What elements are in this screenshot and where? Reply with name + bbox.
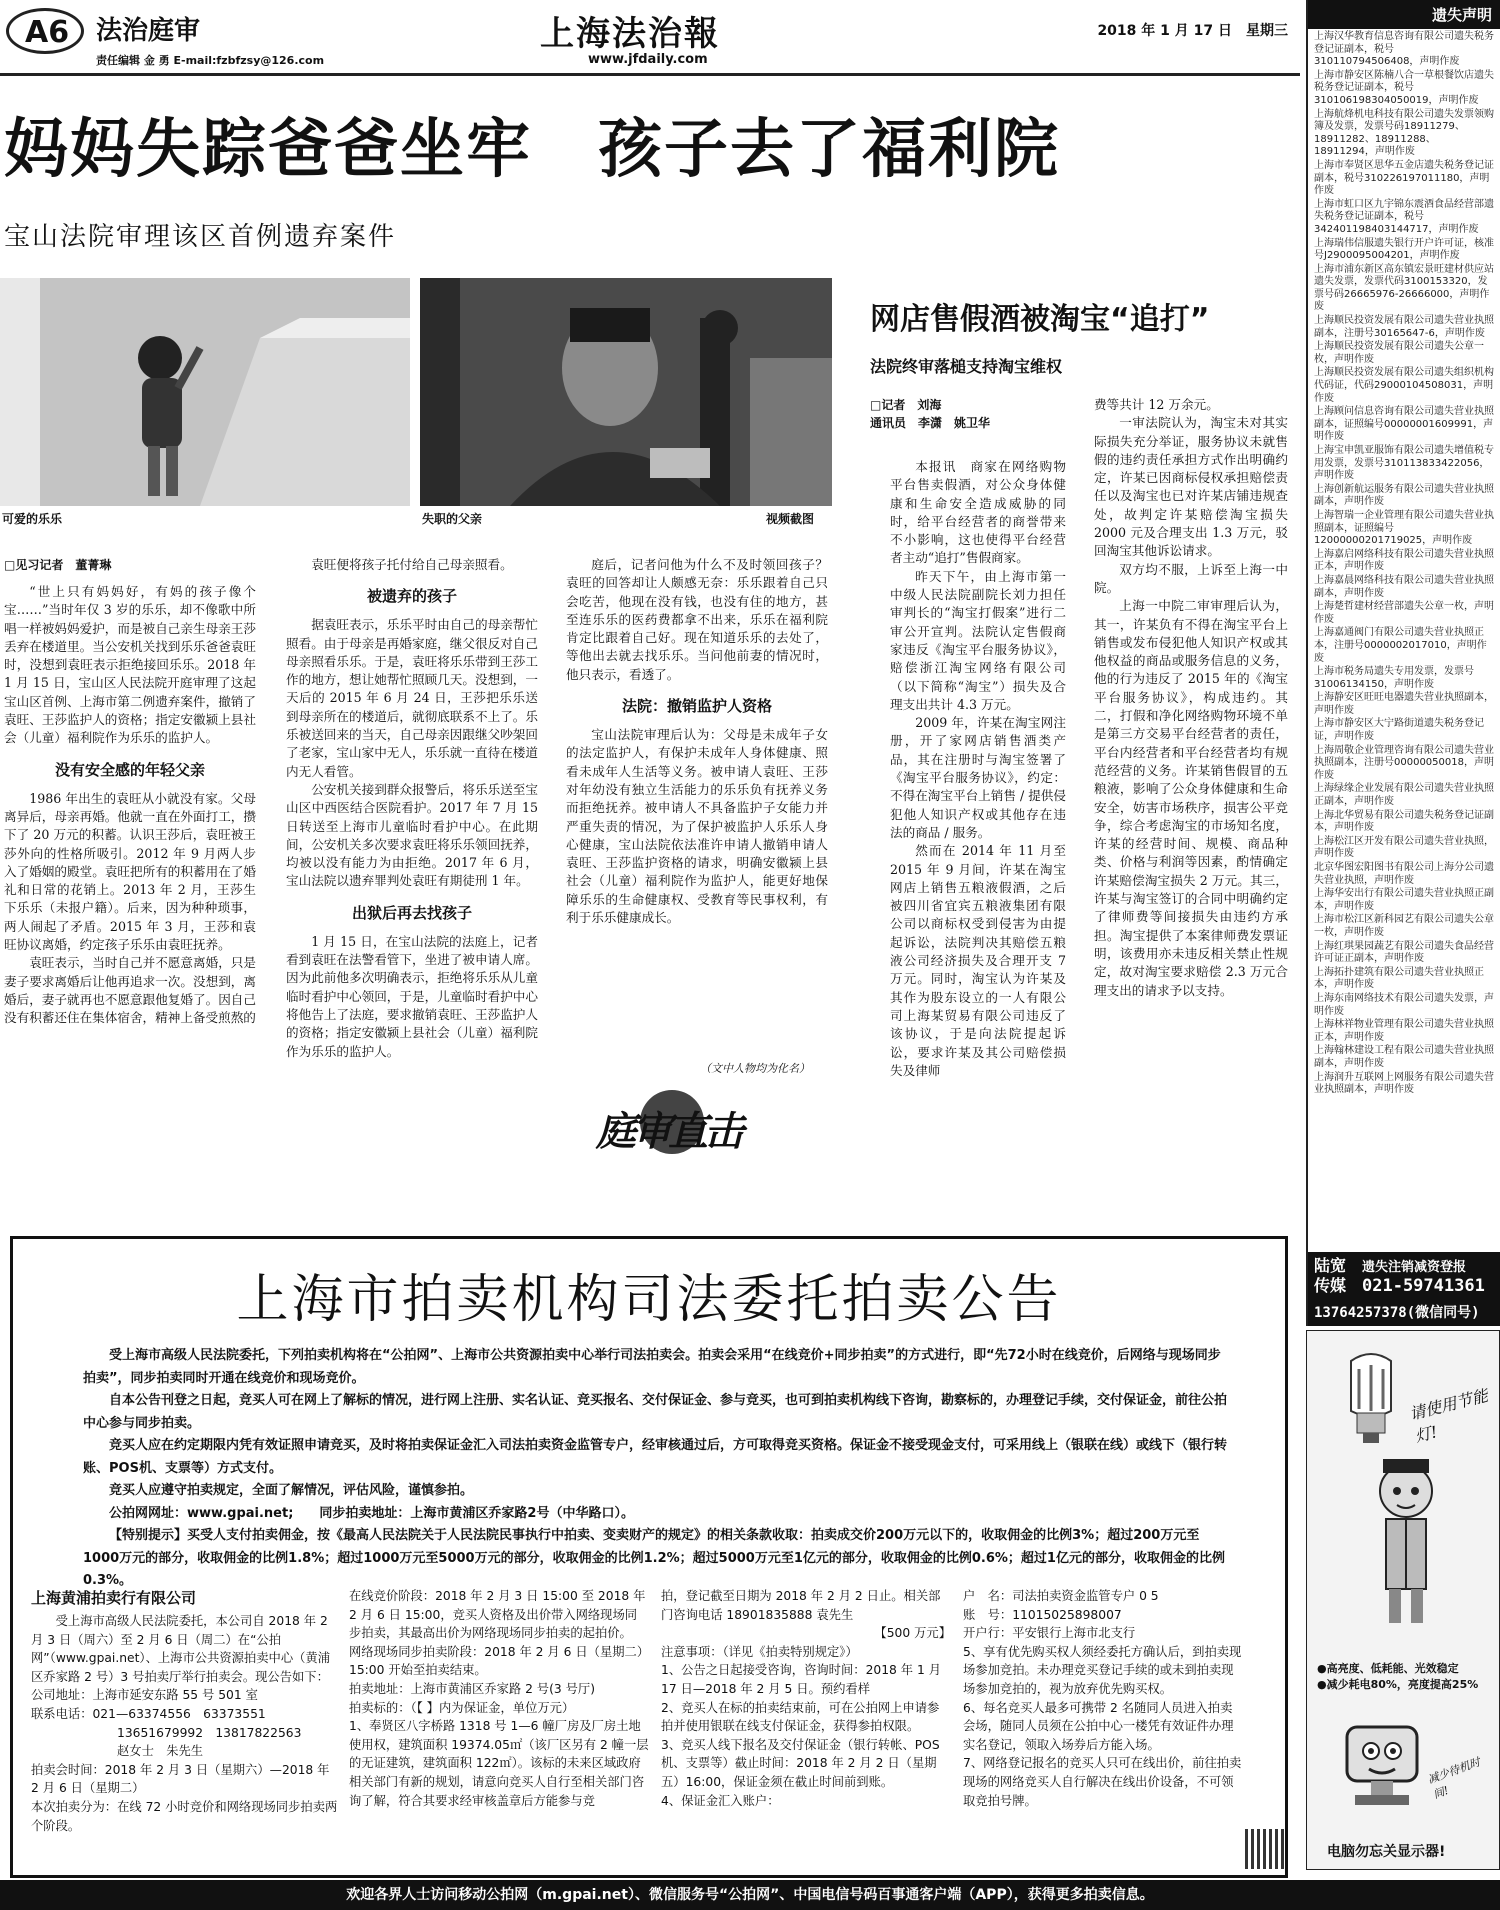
lead-byline: □见习记者 董菁琳 [4,558,112,572]
notice-item: 上海顺民投资发展有限公司遗失组织机构代码证，代码29000104508031，声明作废 [1314,367,1494,404]
notice-item: 上海嘉晨网络科技有限公司遗失营业执照副本，声明作废 [1314,574,1494,599]
lead-article-col1 [4,556,256,1184]
public-service-ad [1306,1330,1500,1870]
auction-col2 [349,1587,649,1810]
notices-contact [1308,1252,1500,1326]
auction-text: 受上海市高级人民法院委托，本公司自 2018 年 2 月 3 日（周六）至 2 月 6 日（周二）在“公拍网”（www.gpai.net）、上海市公共资源拍卖中心（黄浦区乔家路 2 号）3 号拍卖厅举行拍卖会。现公告如下： [31,1614,331,1684]
notice-item: 上海周敬企业管理咨询有限公司遗失营业执照副本，注册号00000050018，声明作废 [1314,744,1494,781]
contact-service: 遗失注销减资登报 [1362,1260,1467,1275]
notice-item: 上海顺民投资发展有限公司遗失营业执照副本，注册号30165647-6，声明作废 [1314,315,1494,339]
lead-headline: 妈妈失踪爸爸坐牢 孩子去了福利院 [4,113,1060,187]
notice-item: 上海静安区旺旺电器遗失营业执照副本，声明作废 [1314,692,1494,716]
lead-subhead: 宝山法院审理该区首例遗弃案件 [4,222,397,252]
notice-item: 上海宝申凯亚服饰有限公司遗失增值税专用发票，发票号310113833422056，声明作废 [1314,445,1494,482]
publication-date: 2018 年 1 月 17 日 星期三 [1097,23,1288,39]
loss-notices-column [1306,0,1500,1326]
auction-text: 在线竞价阶段：2018 年 2 月 3 日 15:00 至 2018 年 2 月 6 日 15:00，竞买人资格及出价带入网络现场同步拍卖，其最高出价为网络现场同步拍卖的起拍价。 [349,1589,646,1641]
court-stamp [590,1090,760,1160]
ad-slogan: 请使用节能灯! [1407,1385,1490,1446]
side-article-colA [890,458,1066,1184]
section-name: 法治庭审 [96,16,201,46]
notice-item: 上海翰林建设工程有限公司遗失营业执照副本，声明作废 [1314,1045,1494,1069]
auction-text: 注意事项：（详见《拍卖特别规定》） [661,1644,858,1659]
side-paragraph: 然而在 2014 年 11 月至 2015 年 9 月间，许某在淘宝网店上销售五粮液假酒，之后被四川省宜宾五粮液集团有限公司以商标权受到侵害为由提起诉讼，法院判决其赔偿五粮液公司经济损失及合理开支 7 万元。同时，淘宝认为许某及其作为股东设立的一人有限公司上海某贸易有限公司违反了该协议，于是向法院提起诉讼，要求许某及其公司赔偿损失及律师 [890,843,1066,1078]
notice-item: 上海顺民投资发展有限公司遗失公章一枚，声明作废 [1314,341,1484,365]
auction-text: 拍卖标的：（【 】内为保证金，单位万元） [349,1700,575,1715]
auction-text: 4、保证金汇入账户： [661,1793,780,1808]
contact-phone: 021-59741361 [1362,1276,1485,1296]
notice-item: 上海市奉贤区思华五金店遗失税务登记证副本，税号310226197011180，声明作废 [1314,159,1494,197]
caption-father: 失职的父亲 [422,512,483,526]
auction-text: 本次拍卖分为：在线 72 小时竞价和网络现场同步拍卖两个阶段。 [31,1799,338,1833]
notice-item: 上海创新航运服务有限公司遗失营业执照副本，声明作废 [1314,483,1494,508]
auction-text: 6、每名竞买人最多可携带 2 名随同人员进入拍卖会场，随同人员须在公拍中心一楼凭有效证件办理实名登记，领取入场券后方能入场。 [963,1700,1234,1752]
editor-line: 责任编辑 金 勇 E-mail:fzbfzsy@126.com [96,54,325,67]
auction-text: 1、奉贤区八字桥路 1318 号 1—6 幢厂房及厂房土地使用权，建筑面积 19374.05㎡（该厂区另有 2 幢一层的无证建筑，建筑面积 122㎡）。该标的未来区域政府相关部门有新的规划，请意向竞买人自行至相关部门咨询了解，符合其要求经审核盖章后方能参与竞 [349,1719,649,1808]
stamp-text: 庭审直击 [596,1108,740,1155]
page-number-badge [6,8,84,54]
photo-child [0,278,410,506]
author-note: （文中人物均为化名） [700,1062,810,1075]
side-paragraph: 上海一中院二审审理后认为，其一，许某负有不得在淘宝平台上销售或发布侵犯他人知识产权或其他权益的商品或服务信息的义务，他的行为违反了 2015 年的《淘宝平台服务协议》，构成违约。其二，打假和净化网络购物环境不单是第三方交易平台经营者的责任，平台内经营者和平台经营者均有规范经营的义务。许某销售假冒的五粮液，影响了公众身体健康和生命安全，妨害市场秩序，损害公平竞争，综合考虑淘宝的市场知名度，许某的经营时间、规模、商品种类、价格与利润等因素，酌情确定许某赔偿淘宝损失 2 万元。其三，许某与淘宝签订的合同中明确约定了律师费等间接损失由违约方承担。淘宝提供了本案律师费发票证明，该费用亦未违反相关禁止性规定，故对淘宝要求赔偿 2.3 万元合理支出的请求予以支持。 [1094,598,1288,998]
auction-text: 联系电话：021—63374556 63373551 [31,1706,266,1721]
auction-text: 拍，登记截至日期为 2018 年 2 月 2 日止。相关部门咨询电话 18901835888 袁先生 [661,1589,941,1622]
lead-paragraph: 袁旺便将孩子托付给自己母亲照看。 [311,557,513,572]
photo-father [420,278,832,506]
auction-text: 公司地址：上海市延安东路 55 号 501 室 [31,1688,258,1703]
auction-text: 账 号：11015025898007 [963,1607,1122,1622]
contact-company: 陆宽 传媒 [1314,1256,1347,1295]
side-paragraph: 费等共计 12 万余元。 [1094,397,1219,412]
notice-item: 上海市浦东新区高东镇宏景旺建材供应站遗失发票，发票代码3100153320，发票号码26665976-26666000，声明作废 [1314,263,1494,313]
notice-item: 上海智瑞一企业管理有限公司遗失营业执照副本，证照编号12000000201719025，声明作废 [1314,509,1494,547]
notice-item: 上海市静安区大宁路街道遗失税务登记证，声明作废 [1314,718,1484,743]
lead-subheading-4: 法院：撤销监护人资格 [621,697,772,716]
auction-text: 3、竞买人线下报名及交付保证金（银行转帐、POS 机、支票等）截止时间：2018 年 2 月 2 日（星期五）16:00，保证金须在截止时间前到账。 [661,1737,940,1789]
notice-item: 北京华图宏阳图书有限公司上海分公司遗失营业执照，声明作废 [1314,862,1494,886]
auction-text: 网络现场同步拍卖阶段：2018 年 2 月 6 日（星期二）15:00 开始至拍卖结束。 [349,1644,643,1678]
auction-intro [83,1345,1233,1593]
ad-point: ●减少耗电80%，亮度提高25% [1317,1678,1479,1691]
auction-text: 拍卖地址：上海市黄浦区乔家路 2 号(3 号厅) [349,1681,596,1696]
notice-item: 上海市松江区新科园艺有限公司遗失公章一枚，声明作废 [1314,914,1494,938]
lead-article-col3 [566,556,828,1056]
caption-child: 可爱的乐乐 [2,512,63,526]
side-article-title: 网店售假酒被淘宝“追打” [870,302,1210,337]
notice-item: 上海东南网络技术有限公司遗失发票，声明作废 [1314,992,1494,1017]
auction-text: 7、网络登记报名的竞买人只可在线出价，前往拍卖现场的网络竞买人自行解决在线出价设备，不可领取竞拍号牌。 [963,1756,1242,1808]
lead-paragraph: “世上只有妈妈好，有妈的孩子像个宝……”当时年仅 3 岁的乐乐，却不像歌中所唱一样被妈妈爱护，而是被自己亲生母亲王莎丢弃在楼道里。当公安机关找到乐乐爸爸袁旺时，没想到袁旺表示拒绝接回乐乐。2018 年 1 月 15 日，宝山区人民法院开庭审理了这起宝山区首例、上海市第二例遗弃案件，撤销了袁旺、王莎监护人的资格；指定安徽颍上县社会（儿童）福利院作为乐乐的监护人。 [4,584,256,746]
auction-text: 【500 万元】 [874,1626,951,1641]
auction-text: 5、享有优先购买权人须经委托方确认后，到拍卖现场参加竞拍。未办理竞买登记手续的或未到拍卖现场参加竞拍的，视为放弃优先购买权。 [963,1644,1242,1696]
ad-points [1317,1661,1491,1693]
paper-name: 上海法治報 [540,14,720,54]
notice-item: 上海航烽机电科技有限公司遗失发票领购簿及发票，发票号码18911279、18911282、18911288、18911294，声明作废 [1314,108,1494,158]
photo-child-illustration [0,278,410,506]
ad-robot-slogan: 减少待机时间! [1426,1755,1483,1802]
notice-item: 上海瑞伟信服遗失银行开户许可证，核准号J2900095004201，声明作废 [1314,237,1494,262]
ad-figure-icon [1361,1451,1451,1631]
auction-company-name: 上海黄浦拍卖行有限公司 [31,1589,197,1607]
notice-list [1308,29,1500,1100]
lead-paragraph: 宝山法院审理后认为：父母是未成年子女的法定监护人，有保护未成年人身体健康、照看未成年人生活等义务。被申请人袁旺、王莎对年幼没有独立生活能力的乐乐负有抚养义务而拒绝抚养。被申请人不具备监护子女能力并严重失责的情况，为了保护被监护人乐乐人身心健康，宝山法院依法准许申请人撤销申请人袁旺、王莎监护资格的请求，明确安徽颍上县社会（儿童）福利院作为监护人，能更好地保障乐乐的生命健康权、受教育等民事权利，有利于乐乐健康成长。 [566,727,828,926]
side-article-byline [870,396,990,432]
lead-subheading-1: 没有安全感的年轻父亲 [54,760,205,779]
auction-text: 13651679992 13817822563 [117,1725,302,1740]
lead-paragraph: 据袁旺表示，乐乐平时由自己的母亲帮忙照看。由于母亲是再婚家庭，继父很反对自己母亲照看乐乐。于是，袁旺将乐乐带到王莎工作的地方，想让她帮忙照顾几天。没想到，一天后的 2015 年 6 月 24 日，王莎把乐乐送到母亲所在的楼道后，就彻底联系不上了。乐乐被送回来的当天，自己母亲因跟继父吵架回了老家，宝山家中无人，乐乐就一直待在楼道内无人看管。 [286,617,538,779]
auction-text: 户 名：司法拍卖资金监管专户 0 5 [963,1589,1159,1603]
notice-item: 上海红琪果园蔬艺有限公司遗失食品经营许可证正副本，声明作废 [1314,940,1494,965]
notice-item: 上海嘉启网络科技有限公司遗失营业执照正本，声明作废 [1314,548,1494,573]
auction-text: 拍卖会时间：2018 年 2 月 3 日（星期六）—2018 年 2 月 6 日（星期二） [31,1762,330,1796]
notice-item: 上海市静安区陈楠八合一草根餐饮店遗失税务登记证副本，税号310106198304050019，声明作废 [1314,69,1494,106]
qr-code [1245,1829,1285,1869]
lead-paragraph: 庭后，记者问他为什么不及时领回孩子？袁旺的回答却让人颇感无奈：乐乐跟着自己只会吃苦，他现在没有钱，也没有住的地方，甚至连乐乐的医药费都拿不出来，乐乐在福利院肯定比跟着自己好。现在知道乐乐的去处了，等他出去就去找乐乐。当问他前妻的情况时，他只表示，看透了。 [566,557,828,682]
notice-item: 上海林祥物业管理有限公司遗失营业执照正本，声明作废 [1314,1019,1494,1043]
auction-col3 [661,1587,951,1810]
auction-col4 [963,1587,1243,1810]
auction-intro-paragraph: 竞买人应在约定期限内凭有效证照申请竞买，及时将拍卖保证金汇入司法拍卖资金监管专户，经审核通过后，方可取得竞买资格。保证金不接受现金支付，可采用线上（银联在线）或线下（银行转账、POS机、支票等）方式支付。 [83,1438,1228,1476]
auction-text: 2、竞买人在标的拍卖结束前，可在公拍网上申请参拍并使用银联在线支付保证金，获得参拍权限。 [661,1700,940,1734]
notice-item: 上海楚哲建材经营部遗失公章一枚，声明作废 [1314,601,1494,625]
side-paragraph: 昨天下午，由上海市第一中级人民法院副院长刘力担任审判长的“淘宝打假案”进行二审公开宣判。法院认定售假商家违反《淘宝平台服务协议》，赔偿浙江淘宝网络有限公司（以下简称“淘宝”）损失及合理支出共计 4.3 万元。 [890,568,1066,712]
auction-intro-paragraph: 受上海市高级人民法院委托，下列拍卖机构将在“公拍网”、上海市公共资源拍卖中心举行司法拍卖会。拍卖会采用“在线竞价+同步拍卖”的方式进行，即“先72小时在线竞价，后网络与现场同步拍卖”，同步拍卖同时开通在线竞价和现场竞价。 [83,1348,1221,1386]
notice-item: 上海市税务局遗失专用发票，发票号31006134150，声明作废 [1314,666,1474,690]
monitor-character-icon [1327,1711,1437,1821]
side-paragraph: 2009 年，许某在淘宝网注册，开了家网店销售酒类产品，其在注册时与淘宝签署了《淘宝平台服务协议》，约定：不得在淘宝平台上销售 / 提供侵犯他人知识产权或其他存在违法的商品 / 服务。 [890,715,1066,840]
notice-item: 上海润升互联网上网服务有限公司遗失营业执照副本，声明作废 [1314,1071,1494,1096]
notices-header: 遗失声明 [1308,0,1500,29]
notice-item: 上海嘉通阀门有限公司遗失营业执照正本，注册号0000002017010，声明作废 [1314,627,1487,664]
side-article-colB [1094,396,1288,1184]
auction-title: 上海市拍卖机构司法委托拍卖公告 [236,1270,1062,1330]
side-byline-correspondents: 通讯员 李潇 姚卫华 [870,416,991,430]
lead-paragraph: 公安机关接到群众报警后，将乐乐送至宝山区中西医结合医院看护。2017 年 7 月 15 日转送至上海市儿童临时看护中心。在此期间，公安机关多次要求袁旺将乐乐领回抚养，均被以没有能力为由拒绝。2017 年 6 月，宝山法院以遗弃罪判处袁旺有期徒刑 1 年。 [286,781,538,889]
notice-item: 上海汉华教育信息咨询有限公司遗失税务登记证副本，税号310110794506408，声明作废 [1314,31,1494,68]
notice-item: 上海顾问信息咨询有限公司遗失营业执照副本，证照编号00000001609991，声明作废 [1314,406,1494,443]
auction-text: 1、公告之日起接受咨询，咨询时间：2018 年 1 月 17 日—2018 年 2 月 5 日。预约看样 [661,1663,942,1696]
side-paragraph: 双方均不服，上诉至上海一中院。 [1094,561,1288,595]
notice-item: 上海松江区开发有限公司遗失营业执照，声明作废 [1314,835,1494,860]
notice-item: 上海绿缘企业发展有限公司遗失营业执照正副本，声明作废 [1314,783,1494,808]
lead-paragraph: 袁旺表示，当时自己并不愿意离婚，只是妻子要求离婚后让他再追求一次。没想到，离婚后，妻子就再也不愿意跟他复婚了。因自己没有积蓄还住在集体宿舍，精神上备受煎熬的 [4,955,256,1026]
masthead [0,0,1300,76]
auction-intro-paragraph: 【特别提示】买受人支付拍卖佣金，按《最高人民法院关于人民法院民事执行中拍卖、变卖财产的规定》的相关条款收取：拍卖成交价200万元以下的，收取佣金的比例3%；超过200万元至1000万元的部分，收取佣金的比例1.8%；超过1000万元至5000万元的部分，收取佣金的比例1.2%；超过5000万元至1亿元的部分，收取佣金的比例0.6%；超过1亿元的部分，收取佣金的比例0.3%。 [83,1528,1225,1588]
side-paragraph: 本报讯 商家在网络购物平台售卖假酒，对公众身体健康和生命安全造成威胁的同时，给平台经营者的商誉带来不小影响，这也使得平台经营者主动“追打”售假商家。 [890,459,1066,566]
notice-item: 上海拓扑建筑有限公司遗失营业执照正本，声明作废 [1314,966,1484,991]
caption-video: 视频截图 [766,512,815,526]
footer-bar: 欢迎各界人士访问移动公拍网（m.gpai.net）、微信服务号“公拍网”、中国电信号码百事通客户端（APP），获得更多拍卖信息。 [0,1880,1500,1910]
auction-text: 赵女士 朱先生 [117,1744,204,1759]
notice-item: 上海市虹口区九宇锦东震酒食品经营部遗失税务登记证副本，税号342401198403144717，声明作废 [1314,198,1494,235]
lead-paragraph: 1 月 15 日，在宝山法院的法庭上，记者看到袁旺在法警看管下，坐进了被申请人席。因为此前他多次明确表示，拒绝将乐乐从儿童临时看护中心领回，于是，儿童临时看护中心将他告上了法庭，要求撤销袁旺、王莎监护人的资格；指定安徽颍上县社会（儿童）福利院作为乐乐的监护人。 [286,933,538,1059]
contact-mobile: 13764257378(微信同号) [1314,1305,1480,1321]
photo-father-illustration [420,278,832,506]
auction-notice [10,1236,1288,1878]
ad-bottom-slogan: 电脑勿忘关显示器! [1327,1844,1446,1860]
notice-item: 上海华安出行有限公司遗失营业执照正副本，声明作废 [1314,888,1494,912]
side-byline-reporter: □记者 刘海 [870,398,942,412]
lead-article-col2 [286,556,538,1184]
page-number: A6 [25,15,70,50]
lead-paragraph: 1986 年出生的袁旺从小就没有家。父母离异后，母亲再婚。他就一直在外面打工，攒下了 20 万元的积蓄。认识王莎后，袁旺被王莎外向的性格所吸引。2012 年 9 月两人步入了婚姻的殿堂。袁旺把所有的积蓄用在了婚礼和日常的花销上。2013 年 2 月，王莎生下乐乐（未报户籍）。后来，因为种种琐事，两人闹起了矛盾。2015 年 3 月，王莎和袁旺协议离婚，约定孩子乐乐由袁旺抚养。 [4,790,256,953]
auction-col1 [31,1587,341,1835]
lead-subheading-3: 出狱后再去找孩子 [351,903,472,922]
lead-subheading-2: 被遗弃的孩子 [366,587,457,606]
auction-intro-paragraph: 公拍网网址：www.gpai.net; 同步拍卖地址：上海市黄浦区乔家路2号（中华路口）。 [109,1505,634,1521]
auction-intro-paragraph: 自本公告刊登之日起，竞买人可在网上了解标的情况，进行网上注册、实名认证、竞买报名、交付保证金、参与竞买，也可到拍卖机构线下咨询，勘察标的，办理登记手续，交付保证金，前往公拍中心参与同步拍卖。 [83,1393,1228,1431]
side-paragraph: 一审法院认为，淘宝未对其实际损失充分举证，服务协议未就售假的违约责任承担方式作出明确约定，许某已因商标侵权承担赔偿责任以及淘宝也已对许某店铺违规查处，故判定许某赔偿淘宝损失 2000 元及合理支出 1.3 万元，驳回淘宝其他诉讼请求。 [1094,415,1288,559]
notice-item: 上海北华贸易有限公司遗失税务登记证副本，声明作废 [1314,809,1494,834]
auction-intro-paragraph: 竞买人应遵守拍卖规定，全面了解情况，评估风险，谨慎参拍。 [109,1483,474,1498]
auction-text: 开户行：平安银行上海市北支行 [963,1626,1136,1641]
paper-url: www.jfdaily.com [588,52,708,67]
side-article-subtitle: 法院终审落槌支持淘宝维权 [870,357,1063,376]
ad-point: ●高亮度、低耗能、光效稳定 [1317,1662,1459,1675]
